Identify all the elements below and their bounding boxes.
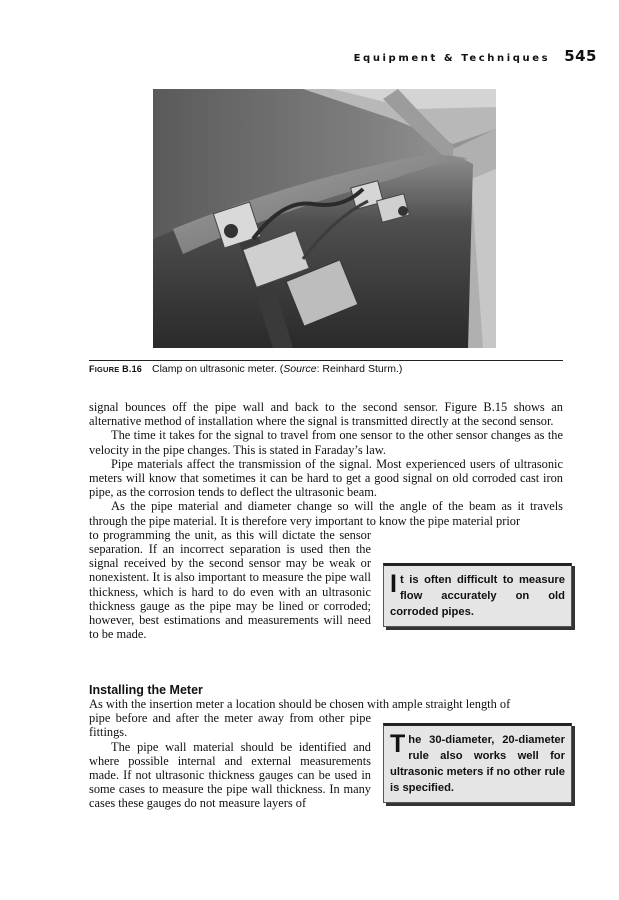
paragraph-4-narrow: to programming the unit, as this will dictate the sensor separation. If an incorrect separation is used then the signal received by the second sensor may be weak or nonexistent. It is also important to measure the pipe wall thickness, which is hard to do even with an ultrasonic thickness gauge as the pipe may be lined or corroded; however, best estimations and measurements will need to be made. bbox=[89, 527, 371, 642]
pull-quote-2-dropcap: T bbox=[390, 730, 406, 758]
caption-tail: : Reinhard Sturm.) bbox=[316, 363, 403, 375]
caption-source-word: Source bbox=[283, 363, 317, 375]
paragraph-1: signal bounces off the pipe wall and back to the second sensor. Figure B.15 shows an alternative method of installation where the signal is transmitted directly at the second sensor. bbox=[89, 400, 563, 429]
pipe-photo-illustration bbox=[153, 89, 496, 348]
figure-caption bbox=[89, 362, 563, 377]
caption-lead: Clamp on ultrasonic meter. ( bbox=[151, 363, 284, 375]
pull-quote-1-text: t is often difficult to measure flow accurately on old corroded pipes. bbox=[390, 574, 565, 618]
figure-rule bbox=[89, 360, 563, 361]
paragraph-5-full: As with the insertion meter a location should be chosen with ample straight length of bbox=[89, 697, 511, 711]
section-heading: Installing the Meter bbox=[89, 683, 203, 697]
figure-label-smallcaps: IGURE bbox=[94, 365, 120, 374]
pull-quote-1-dropcap: I bbox=[390, 570, 397, 598]
pull-quote-2-text: he 30-diameter, 20-diameter rule also works well for ultrasonic meters if no other rule is specified. bbox=[390, 734, 565, 794]
pull-quote-2 bbox=[383, 723, 572, 803]
paragraph-5-narrow: pipe before and after the meter away from other pipe fittings. bbox=[89, 711, 371, 740]
paragraph-6: The pipe wall material should be identified and where possible internal and external measurements made. If not ultrasonic thickness gauges can be used in some cases to measure the pipe wall thickness. In many cases these gauges do not measure layers of bbox=[89, 739, 371, 811]
paragraph-3: Pipe materials affect the transmission of the signal. Most experienced users of ultrasonic meters will know that sometimes it can be hard to get a good signal on old corroded cast iron pipe, as the corrosion tends to deflect the ultrasonic beam. bbox=[89, 456, 563, 500]
figure-photo bbox=[153, 89, 496, 348]
figure-label-prefix: F bbox=[89, 364, 95, 374]
pull-quote-1 bbox=[383, 563, 572, 627]
paragraph-4-full: As the pipe material and diameter change so will the angle of the beam as it travels through the pipe material. It is therefore very important to know the pipe material prior bbox=[89, 499, 563, 528]
running-head bbox=[354, 47, 597, 63]
page-number: 545 bbox=[564, 47, 597, 65]
paragraph-2: The time it takes for the signal to travel from one sensor to the other sensor changes as the velocity in the pipe changes. This is stated in Faraday’s law. bbox=[89, 428, 563, 457]
section-title: Equipment & Techniques bbox=[353, 53, 551, 64]
figure-label bbox=[89, 364, 142, 374]
figure-label-number: B.16 bbox=[119, 364, 142, 374]
